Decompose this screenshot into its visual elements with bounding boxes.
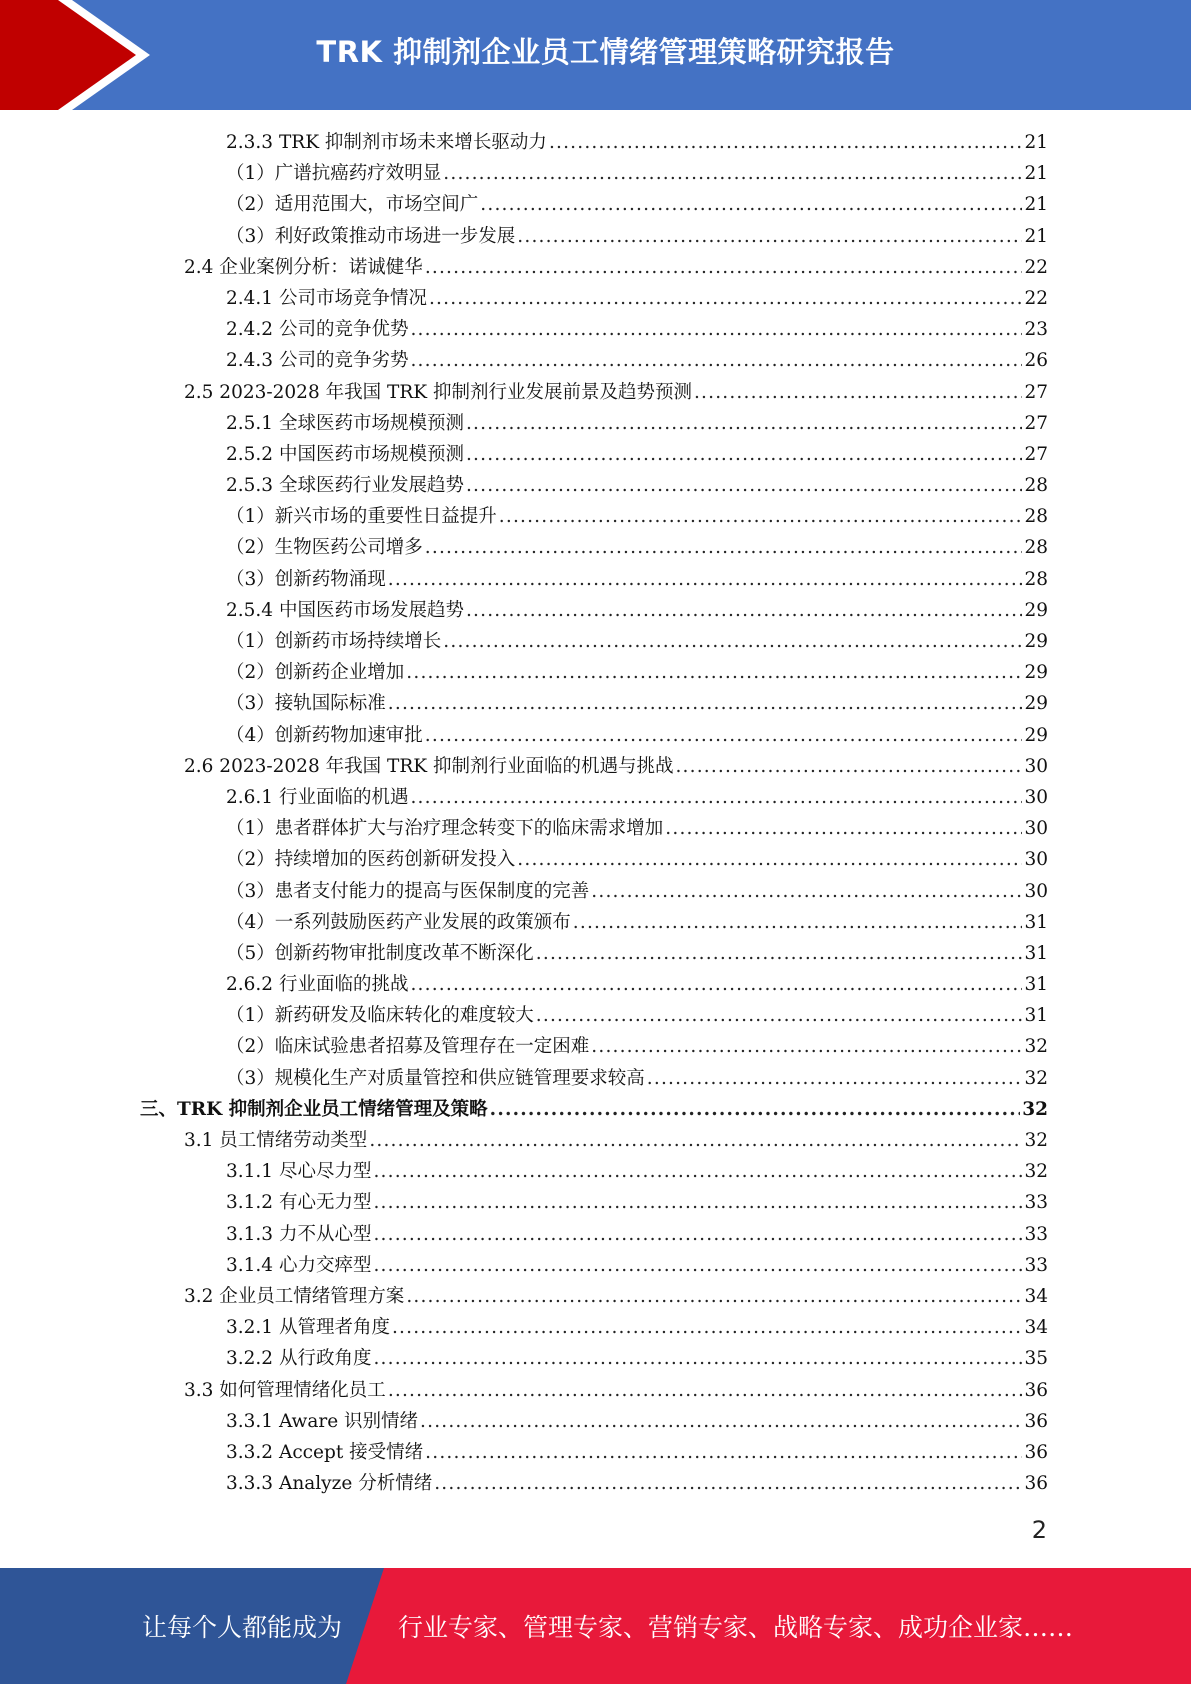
toc-dot-leader bbox=[406, 1281, 1022, 1312]
toc-entry-page: 28 bbox=[1024, 506, 1048, 528]
toc-entry[interactable] bbox=[140, 189, 1048, 220]
toc-dot-leader bbox=[549, 127, 1023, 158]
toc-entry-page: 21 bbox=[1024, 194, 1048, 216]
header-title: TRK 抑制剂企业员工情绪管理策略研究报告 bbox=[316, 34, 895, 69]
toc-entry-page: 32 bbox=[1024, 1067, 1048, 1089]
toc-dot-leader bbox=[665, 813, 1022, 844]
toc-entry-label: 三、TRK 抑制剂企业员工情绪管理及策略 bbox=[140, 1098, 488, 1120]
toc-dot-leader bbox=[536, 1000, 1023, 1031]
toc-entry[interactable] bbox=[140, 595, 1048, 626]
toc-dot-leader bbox=[466, 408, 1022, 439]
toc-entry-label: 2.3.3 TRK 抑制剂市场未来增长驱动力 bbox=[226, 132, 547, 153]
toc-entry[interactable] bbox=[140, 1187, 1048, 1218]
toc-entry-page: 33 bbox=[1024, 1223, 1048, 1245]
toc-dot-leader bbox=[369, 1125, 1022, 1156]
toc-entry[interactable] bbox=[140, 1063, 1048, 1094]
toc-entry-label: 3.1.1 尽心尽力型 bbox=[226, 1161, 372, 1183]
toc-entry-label: 2.5.3 全球医药行业发展趋势 bbox=[226, 475, 464, 497]
toc-entry[interactable] bbox=[140, 1031, 1048, 1062]
toc-entry[interactable] bbox=[140, 1219, 1048, 1250]
toc-entry-label: （2）持续增加的医药创新研发投入 bbox=[226, 849, 516, 871]
toc-dot-leader bbox=[410, 782, 1022, 813]
toc-dot-leader bbox=[388, 564, 1023, 595]
toc-dot-leader bbox=[517, 844, 1022, 875]
toc-entry-page: 36 bbox=[1024, 1441, 1048, 1463]
toc-entry-label: 3.3.3 Analyze 分析情绪 bbox=[226, 1473, 433, 1495]
toc-entry-page: 26 bbox=[1024, 350, 1048, 372]
toc-entry-label: 2.4.3 公司的竞争劣势 bbox=[226, 350, 409, 372]
toc-entry-page: 36 bbox=[1024, 1473, 1048, 1495]
toc-dot-leader bbox=[694, 377, 1023, 408]
toc-entry-label: 2.4.2 公司的竞争优势 bbox=[226, 319, 409, 341]
toc-entry-label: 2.4 企业案例分析：诺诚健华 bbox=[184, 256, 423, 278]
toc-entry-page: 22 bbox=[1024, 287, 1048, 309]
toc-entry[interactable] bbox=[140, 127, 1048, 158]
toc-entry-page: 23 bbox=[1024, 319, 1048, 341]
toc-entry-page: 35 bbox=[1024, 1348, 1048, 1370]
toc-entry[interactable] bbox=[140, 221, 1048, 252]
toc-dot-leader bbox=[591, 876, 1022, 907]
toc-entry-page: 22 bbox=[1024, 256, 1048, 278]
toc-entry-page: 28 bbox=[1024, 568, 1048, 590]
toc-entry[interactable] bbox=[140, 314, 1048, 345]
toc-entry-label: 3.2 企业员工情绪管理方案 bbox=[184, 1285, 405, 1307]
toc-entry[interactable] bbox=[140, 377, 1048, 408]
page-footer bbox=[0, 1568, 1191, 1684]
toc-entry-label: （1）新药研发及临床转化的难度较大 bbox=[226, 1005, 534, 1027]
toc-dot-leader bbox=[373, 1187, 1022, 1218]
toc-dot-leader bbox=[392, 1312, 1022, 1343]
toc-entry[interactable] bbox=[140, 564, 1048, 595]
toc-entry[interactable] bbox=[140, 345, 1048, 376]
toc-entry[interactable] bbox=[140, 1156, 1048, 1187]
toc-entry-page: 30 bbox=[1024, 849, 1048, 871]
toc-entry[interactable] bbox=[140, 470, 1048, 501]
toc-entry-label: （2）适用范围大，市场空间广 bbox=[226, 194, 479, 216]
toc-entry-label: 3.3.1 Aware 识别情绪 bbox=[226, 1410, 419, 1432]
toc-entry[interactable] bbox=[140, 158, 1048, 189]
toc-dot-leader bbox=[466, 470, 1022, 501]
toc-dot-leader bbox=[425, 720, 1023, 751]
toc-entry-page: 29 bbox=[1024, 631, 1048, 652]
toc-entry[interactable] bbox=[140, 688, 1048, 719]
toc-entry-label: 2.5 2023-2028 年我国 TRK 抑制剂行业发展前景及趋势预测 bbox=[184, 381, 692, 403]
toc-dot-leader bbox=[373, 1156, 1022, 1187]
toc-entry[interactable] bbox=[140, 720, 1048, 751]
toc-entry[interactable] bbox=[140, 283, 1048, 314]
toc-entry-page: 36 bbox=[1024, 1379, 1048, 1401]
toc-dot-leader bbox=[434, 1468, 1022, 1499]
page-number: 2 bbox=[1031, 1516, 1047, 1544]
toc-dot-leader bbox=[490, 1094, 1021, 1125]
toc-entry-label: （1）患者群体扩大与治疗理念转变下的临床需求增加 bbox=[226, 818, 664, 840]
toc-entry[interactable] bbox=[140, 844, 1048, 875]
toc-entry[interactable] bbox=[140, 1406, 1048, 1437]
toc-dot-leader bbox=[373, 1250, 1022, 1281]
toc-entry-page: 21 bbox=[1024, 163, 1048, 185]
toc-entry[interactable] bbox=[140, 782, 1048, 813]
toc-dot-leader bbox=[443, 158, 1022, 189]
toc-entry-label: 3.3.2 Accept 接受情绪 bbox=[226, 1441, 424, 1463]
toc-entry-label: （4）创新药物加速审批 bbox=[226, 724, 423, 746]
toc-entry-label: （5）创新药物审批制度改革不断深化 bbox=[226, 942, 534, 964]
toc-dot-leader bbox=[420, 1406, 1022, 1437]
toc-entry-page: 31 bbox=[1024, 942, 1048, 964]
toc-dot-leader bbox=[388, 1375, 1023, 1406]
toc-entry[interactable] bbox=[140, 252, 1048, 283]
toc-entry-label: 2.5.2 中国医药市场规模预测 bbox=[226, 443, 464, 465]
toc-entry-page: 31 bbox=[1024, 1005, 1048, 1027]
footer-slogan-left: 让每个人都能成为 bbox=[142, 1613, 343, 1642]
toc-dot-leader bbox=[425, 252, 1023, 283]
toc-dot-leader bbox=[466, 439, 1022, 470]
toc-dot-leader bbox=[480, 189, 1022, 220]
toc-entry-page: 32 bbox=[1024, 1161, 1048, 1183]
toc-entry[interactable] bbox=[140, 1343, 1048, 1374]
toc-entry-page: 30 bbox=[1024, 786, 1048, 808]
page-header bbox=[0, 0, 1191, 110]
toc-dot-leader bbox=[647, 1063, 1023, 1094]
toc-entry[interactable] bbox=[140, 1125, 1048, 1156]
toc-dot-leader bbox=[536, 938, 1023, 969]
toc-dot-leader bbox=[388, 688, 1023, 719]
toc-entry-page: 27 bbox=[1024, 443, 1048, 465]
toc-entry-page: 34 bbox=[1024, 1317, 1048, 1339]
toc-entry-label: （1）广谱抗癌药疗效明显 bbox=[226, 163, 442, 185]
toc-dot-leader bbox=[410, 314, 1022, 345]
toc-entry-page: 29 bbox=[1024, 599, 1048, 621]
toc-entry-page: 27 bbox=[1024, 412, 1048, 434]
toc-entry-label: 3.1.2 有心无力型 bbox=[226, 1192, 372, 1214]
toc-entry[interactable] bbox=[140, 1094, 1048, 1125]
toc-entry-label: （3）接轨国际标准 bbox=[226, 693, 386, 715]
toc-entry-label: （3）患者支付能力的提高与医保制度的完善 bbox=[226, 880, 590, 902]
toc-entry-page: 31 bbox=[1024, 974, 1048, 996]
toc-entry-label: （1）新兴市场的重要性日益提升 bbox=[226, 506, 497, 528]
toc-entry[interactable] bbox=[140, 751, 1048, 782]
toc-entry-label: （4）一系列鼓励医药产业发展的政策颁布 bbox=[226, 911, 571, 933]
toc-entry-label: 3.1.4 心力交瘁型 bbox=[226, 1254, 372, 1276]
toc-dot-leader bbox=[410, 969, 1022, 1000]
toc-entry[interactable] bbox=[140, 1281, 1048, 1312]
toc-entry-page: 28 bbox=[1024, 537, 1048, 559]
toc-entry-page: 21 bbox=[1024, 225, 1048, 247]
table-of-contents bbox=[140, 127, 1048, 1499]
toc-dot-leader bbox=[499, 501, 1023, 532]
toc-entry-label: 3.1 员工情绪劳动类型 bbox=[184, 1130, 368, 1151]
toc-entry[interactable] bbox=[140, 1375, 1048, 1406]
toc-dot-leader bbox=[517, 221, 1022, 252]
toc-entry-page: 21 bbox=[1024, 132, 1048, 153]
toc-entry-page: 27 bbox=[1024, 381, 1048, 403]
toc-entry-page: 34 bbox=[1024, 1285, 1048, 1307]
toc-entry-page: 29 bbox=[1024, 662, 1048, 684]
toc-entry-label: 2.6.1 行业面临的机遇 bbox=[226, 786, 409, 808]
toc-entry-page: 36 bbox=[1024, 1410, 1048, 1432]
toc-entry-label: 2.6 2023-2028 年我国 TRK 抑制剂行业面临的机遇与挑战 bbox=[184, 755, 674, 777]
toc-entry-page: 32 bbox=[1024, 1130, 1048, 1151]
toc-dot-leader bbox=[675, 751, 1022, 782]
toc-entry[interactable] bbox=[140, 876, 1048, 907]
toc-entry-label: （1）创新药市场持续增长 bbox=[226, 631, 442, 652]
toc-entry-page: 29 bbox=[1024, 724, 1048, 746]
toc-entry-page: 33 bbox=[1024, 1192, 1048, 1214]
toc-entry-label: 3.1.3 力不从心型 bbox=[226, 1223, 372, 1245]
toc-entry[interactable] bbox=[140, 813, 1048, 844]
toc-dot-leader bbox=[466, 595, 1022, 626]
toc-entry[interactable] bbox=[140, 532, 1048, 563]
toc-entry[interactable] bbox=[140, 907, 1048, 938]
toc-entry[interactable] bbox=[140, 501, 1048, 532]
toc-entry-label: 3.2.1 从管理者角度 bbox=[226, 1317, 390, 1339]
toc-entry-page: 28 bbox=[1024, 475, 1048, 497]
toc-entry-page: 29 bbox=[1024, 693, 1048, 715]
toc-dot-leader bbox=[425, 532, 1023, 563]
toc-entry[interactable] bbox=[140, 626, 1048, 657]
toc-entry[interactable] bbox=[140, 969, 1048, 1000]
toc-entry[interactable] bbox=[140, 1312, 1048, 1343]
toc-dot-leader bbox=[373, 1219, 1022, 1250]
toc-entry[interactable] bbox=[140, 938, 1048, 969]
toc-entry-label: 2.6.2 行业面临的挑战 bbox=[226, 974, 409, 996]
toc-entry[interactable] bbox=[140, 1000, 1048, 1031]
toc-dot-leader bbox=[573, 907, 1023, 938]
toc-entry-label: 2.4.1 公司市场竞争情况 bbox=[226, 287, 427, 309]
toc-entry[interactable] bbox=[140, 1468, 1048, 1499]
toc-entry[interactable] bbox=[140, 439, 1048, 470]
toc-entry[interactable] bbox=[140, 657, 1048, 688]
toc-entry[interactable] bbox=[140, 1437, 1048, 1468]
toc-entry-label: 2.5.4 中国医药市场发展趋势 bbox=[226, 599, 464, 621]
toc-entry-label: 2.5.1 全球医药市场规模预测 bbox=[226, 412, 464, 434]
toc-dot-leader bbox=[373, 1343, 1022, 1374]
toc-entry-page: 30 bbox=[1024, 755, 1048, 777]
toc-entry-label: （2）临床试验患者招募及管理存在一定困难 bbox=[226, 1036, 590, 1058]
toc-entry[interactable] bbox=[140, 408, 1048, 439]
toc-entry-page: 33 bbox=[1024, 1254, 1048, 1276]
toc-dot-leader bbox=[591, 1031, 1022, 1062]
toc-entry[interactable] bbox=[140, 1250, 1048, 1281]
toc-entry-label: 3.3 如何管理情绪化员工 bbox=[184, 1379, 386, 1401]
toc-entry-page: 31 bbox=[1024, 911, 1048, 933]
toc-dot-leader bbox=[443, 626, 1022, 657]
toc-dot-leader bbox=[406, 657, 1022, 688]
toc-entry-page: 30 bbox=[1024, 818, 1048, 840]
footer-slogan-right: 行业专家、管理专家、营销专家、战略专家、成功企业家…… bbox=[398, 1613, 1074, 1642]
toc-dot-leader bbox=[425, 1437, 1022, 1468]
toc-entry-label: （3）规模化生产对质量管控和供应链管理要求较高 bbox=[226, 1067, 645, 1089]
toc-entry-page: 32 bbox=[1022, 1098, 1048, 1120]
toc-entry-page: 32 bbox=[1024, 1036, 1048, 1058]
toc-entry-page: 30 bbox=[1024, 880, 1048, 902]
toc-dot-leader bbox=[429, 283, 1022, 314]
toc-entry-label: （2）创新药企业增加 bbox=[226, 662, 405, 684]
toc-entry-label: 3.2.2 从行政角度 bbox=[226, 1348, 372, 1370]
toc-entry-label: （2）生物医药公司增多 bbox=[226, 537, 423, 559]
toc-entry-label: （3）利好政策推动市场进一步发展 bbox=[226, 225, 516, 247]
toc-entry-label: （3）创新药物涌现 bbox=[226, 568, 386, 590]
toc-dot-leader bbox=[410, 345, 1022, 376]
